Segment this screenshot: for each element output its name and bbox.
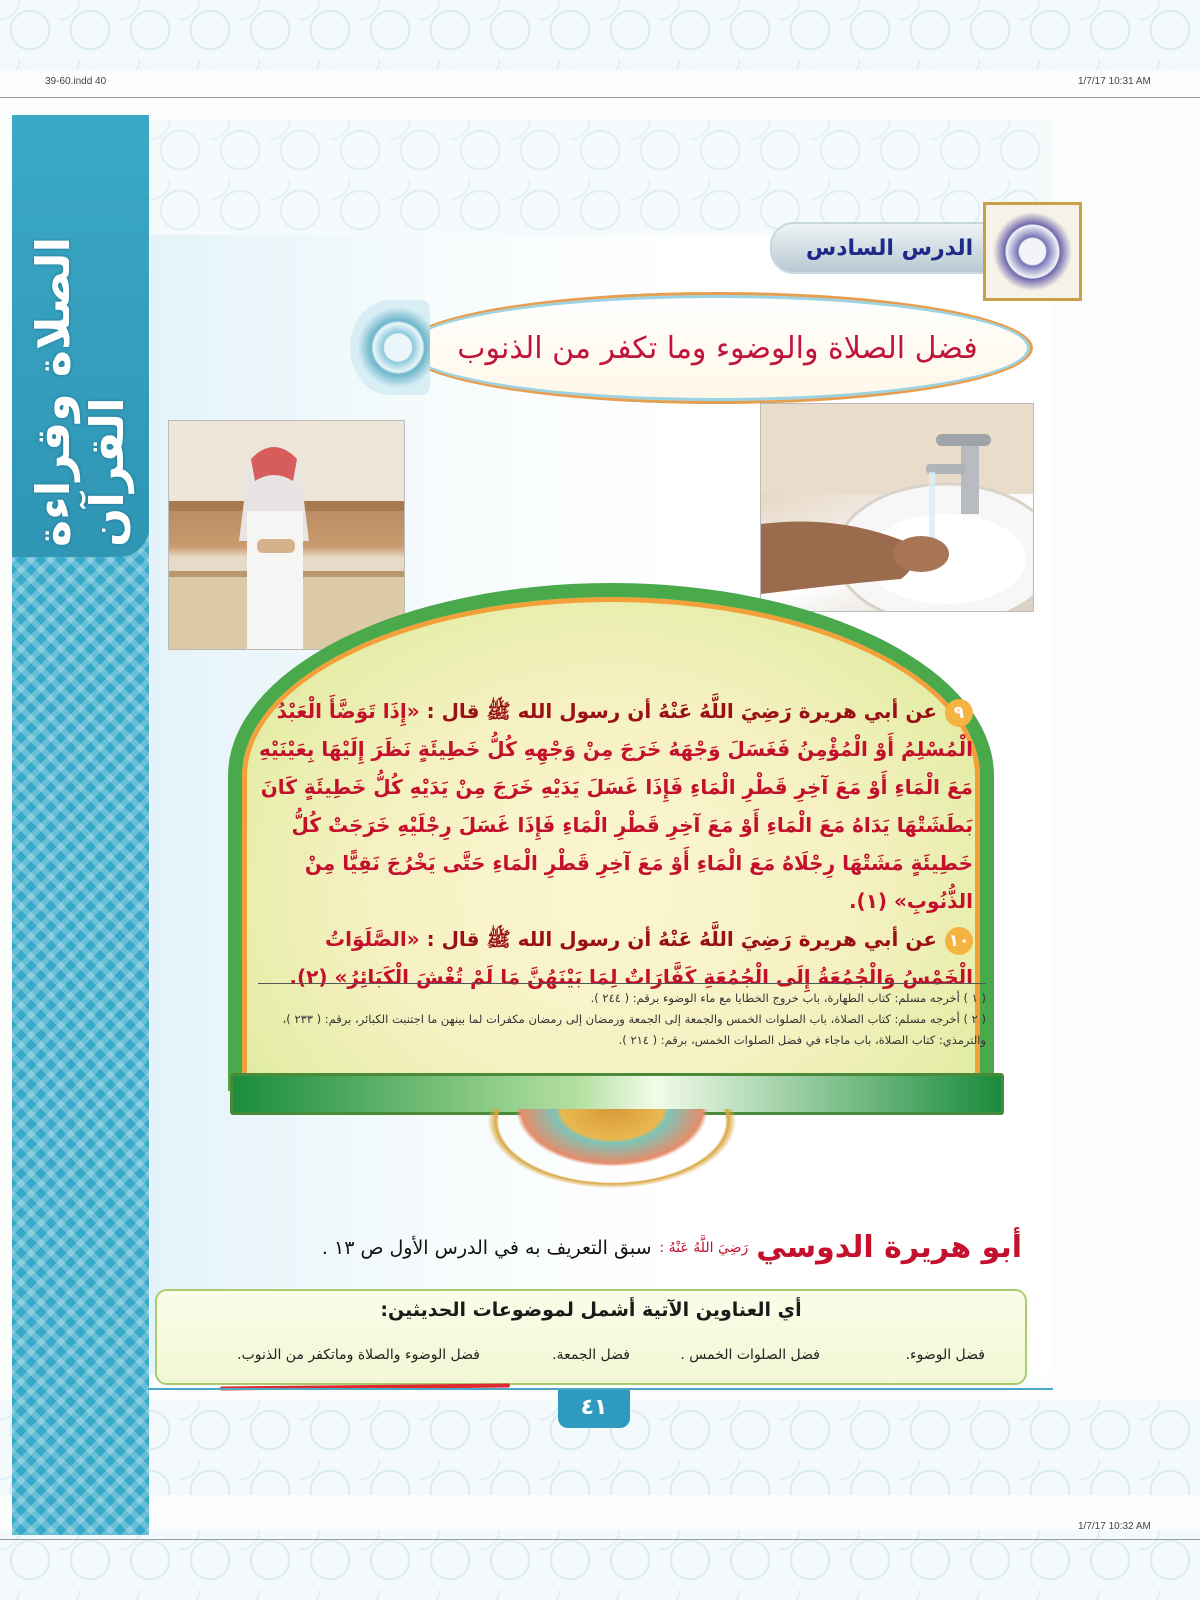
footnote-2: ( ٢ ) أخرجه مسلم: كتاب الصلاة، باب الصلوات الخمس والجمعة إلى الجمعة ورمضان إلى رمضان مكفرات لما بينهن ما اجتنبت الكبائر، برقم: ( ٢٣٣ )، والترمذي: كتاب الصلاة، باب ماجاء في فضل الصلوات الخمس، برقم: ( ٢١٤ ). (282, 1012, 986, 1047)
page-number: ٤١ (558, 1390, 630, 1428)
option-3[interactable]: فضل الجمعة. (552, 1347, 630, 1363)
unit-title-box (12, 115, 149, 557)
hadith-9-text: «إِذَا تَوَضَّأَ الْعَبْدُ الْمُسْلِمُ أَوْ الْمُؤْمِنُ فَغَسَلَ وَجْهَهُ خَرَجَ مِنْ وَجْهِهِ كُلُّ خَطِيئَةٍ نَظَرَ إِلَيْهَا بِعَيْنَيْهِ مَعَ الْمَاءِ أَوْ مَعَ آخِرِ قَطْرِ الْمَاءِ فَإِذَا غَسَلَ يَدَيْهِ خَرَجَ مِنْ يَدَيْهِ كُلُّ خَطِيئَةٍ كَانَ بَطَشَتْهَا يَدَاهُ مَعَ الْمَاءِ أَوْ مَعَ آخِرِ قَطْرِ الْمَاءِ فَإِذَا غَسَلَ رِجْلَيْهِ خَرَجَتْ كُلُّ خَطِيئَةٍ مَشَتْهَا رِجْلَاهُ مَعَ الْمَاءِ أَوْ مَعَ آخِرِ قَطْرِ الْمَاءِ حَتَّى يَخْرُجَ نَقِيًّا مِنْ الذُّنُوبِ» (١). (258, 699, 973, 913)
print-file-top: 39-60.indd 40 (45, 76, 107, 87)
hadith-9-intro: عن أبي هريرة رَضِيَ اللَّهُ عَنْهُ أن رسول الله ﷺ قال : (426, 699, 937, 723)
option-4[interactable]: فضل الوضوء والصلاة وماتكفر من الذنوب. (237, 1347, 480, 1363)
hand-washing-illustration (761, 404, 1033, 611)
unit-title: الصلاة وقراءة القرآن (26, 236, 134, 547)
header-pattern-band (150, 120, 1050, 235)
question-box (155, 1289, 1027, 1385)
footnotes (258, 983, 986, 1051)
narrator-honorific: رَضِيَ اللَّهُ عَنْهُ : (659, 1239, 749, 1256)
photo-boy-praying (168, 420, 405, 650)
boy-praying-illustration (169, 421, 404, 649)
hadith-block (248, 692, 973, 996)
lesson-title-frame (402, 292, 1033, 404)
bottom-edge-pattern (0, 1530, 1200, 1600)
floral-ornament-icon (412, 1109, 812, 1229)
photo-hand-washing (760, 403, 1034, 612)
top-pattern-band (0, 0, 1200, 70)
crop-line-bottom (0, 1539, 1200, 1540)
print-date-bottom: 1/7/17 10:32 AM (1078, 1521, 1151, 1532)
lesson-label: الدرس السادس (770, 222, 1009, 274)
print-date-top: 1/7/17 10:31 AM (1078, 76, 1151, 87)
lesson-title: فضل الصلاة والوضوء وما تكفر من الذنوب (457, 330, 978, 366)
option-2[interactable]: فضل الصلوات الخمس . (680, 1347, 820, 1363)
crop-line-top (0, 97, 1200, 98)
hadith-number-10: ١٠ (945, 927, 973, 955)
question-title: أي العناوين الآتية أشمل لموضوعات الحديثين: (380, 1299, 802, 1321)
narrator-name: أبو هريرة الدوسي (756, 1230, 1022, 1265)
lesson-ornament-icon (983, 202, 1082, 301)
narrator-note: سبق التعريف به في الدرس الأول ص ١٣ . (321, 1236, 652, 1259)
footnote-1: ( ١ ) أخرجه مسلم: كتاب الطهارة، باب خروج الخطايا مع ماء الوضوء برقم: ( ٢٤٤ ). (590, 991, 986, 1005)
hadith-10-text: «الصَّلَوَاتُ الْخَمْسُ وَالْجُمُعَةُ إِلَى الْجُمُعَةِ كَفَّارَاتٌ لِمَا بَيْنَهُنَّ مَا لَمْ تُغْشَ الْكَبَائِرُ» (٢). (289, 927, 973, 989)
hadith-number-9: ٩ (945, 699, 973, 727)
option-1[interactable]: فضل الوضوء. (905, 1347, 985, 1363)
hadith-10-intro: عن أبي هريرة رَضِيَ اللَّهُ عَنْهُ أن رسول الله ﷺ قال : (426, 927, 937, 951)
title-ornament-icon (350, 300, 430, 395)
narrator-line (300, 1230, 1022, 1265)
hadith-9 (248, 692, 973, 920)
